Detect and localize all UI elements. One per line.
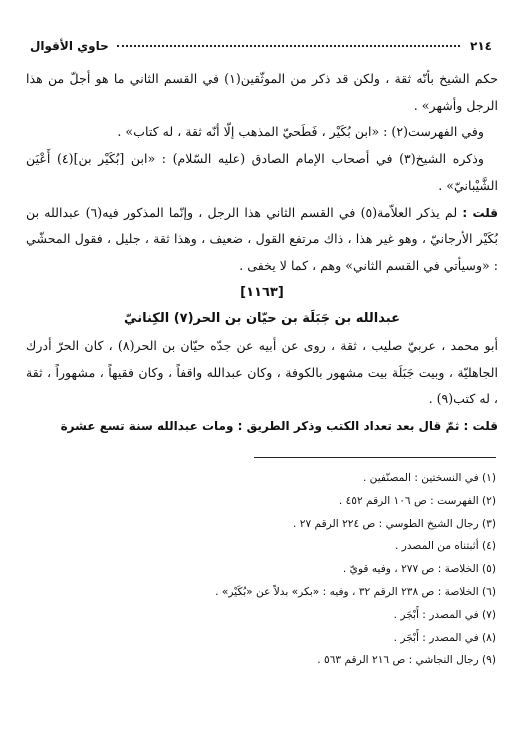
entry-number: [١١٦٣] <box>240 284 284 300</box>
paragraph-3: وذكره الشيخ(٣) في أصحاب الإمام الصادق (عليه السّلام) : «ابن [بُكَيْر بن](٤) أَعْيَن الشَّيْبانيّ» . <box>26 151 498 193</box>
footnote: (٣) رجال الشيخ الطوسي : ص ٢٢٤ الرقم ٢٧ . <box>293 517 496 530</box>
paragraph-5: أبو محمد ، عربيّ صليب ، ثقة ، روى عن أبيه عن جدّه حيّان بن الحر(٨) ، كان الحرّ أدرك الجاهليّة ، وبيت جَبَلَة بيت مشهور بالكوفة ، وكان عبدالله واقفاً ، وكان فقيهاً ، مشهوراً ، ثقة ، له كتب(٩) . <box>26 338 498 407</box>
footnote: (٨) في المصدر : أَبْجَر . <box>393 631 496 644</box>
paragraph-4-text: لم يذكر العلاّمة(٥) في القسم الثاني هذا الرجل ، وإنّما المذكور فيه(٦) عبدالله بن بُكَيْر الأرجانيّ ، وهو غير هذا ، ذاك مرتفع القول ، ضعيف ، وهذا ثقة ، جليل ، فقول المحشّي : «وسيأتي في القسم الثاني» وهم ، كما لا يخفى . <box>26 204 498 273</box>
page-number: ٢١٤ <box>470 39 492 53</box>
qultu-label: قلت : <box>462 205 498 220</box>
footnote-separator <box>254 457 496 458</box>
footnote: (٧) في المصدر : أَبْجَر . <box>393 608 496 621</box>
paragraph-6: قلت : ثمّ قال بعد تعداد الكتب وذكر الطريق : ومات عبدالله سنة تسع عشرة <box>60 419 498 434</box>
footnote: (٤) أثبتناه من المصدر . <box>395 540 496 553</box>
footnote: (٢) الفهرست : ص ١٠٦ الرقم ٤٥٢ . <box>338 494 496 507</box>
header-dot-leader <box>117 45 460 47</box>
footnote: (٦) الخلاصة : ص ٢٣٨ الرقم ٣٢ ، وفيه : «بكر» بدلاً عن «بُكَيْر» . <box>215 585 496 598</box>
footnote: (١) في النسختين : المصنّفين . <box>362 472 496 484</box>
main-text <box>26 66 498 440</box>
paragraph-4 <box>26 200 498 280</box>
paragraph-2: وفي الفهرست(٢) : «ابن بُكَيْر ، فَطَحيّ المذهب إلّا أنّه ثقة ، له كتاب» . <box>117 124 484 140</box>
running-title: حاوي الأقوال <box>30 39 109 53</box>
footnote: (٥) الخلاصة : ص ٢٧٧ ، وفيه قويّ . <box>342 563 496 576</box>
paragraph-1: حكم الشيخ بأنّه ثقة ، ولكن قد ذكر من الموثّقين(١) في القسم الثاني ما هو أجلّ من هذا الرجل وأشهر» . <box>26 71 499 113</box>
entry-heading: عبدالله بن جَبَلَة بن حيّان بن الحر(٧) الكِنانيّ <box>124 311 400 327</box>
running-header <box>30 36 492 56</box>
footnote: (٩) رجال النجاشي : ص ٢١٦ الرقم ٥٦٣ . <box>317 654 496 667</box>
footnotes <box>26 467 496 672</box>
